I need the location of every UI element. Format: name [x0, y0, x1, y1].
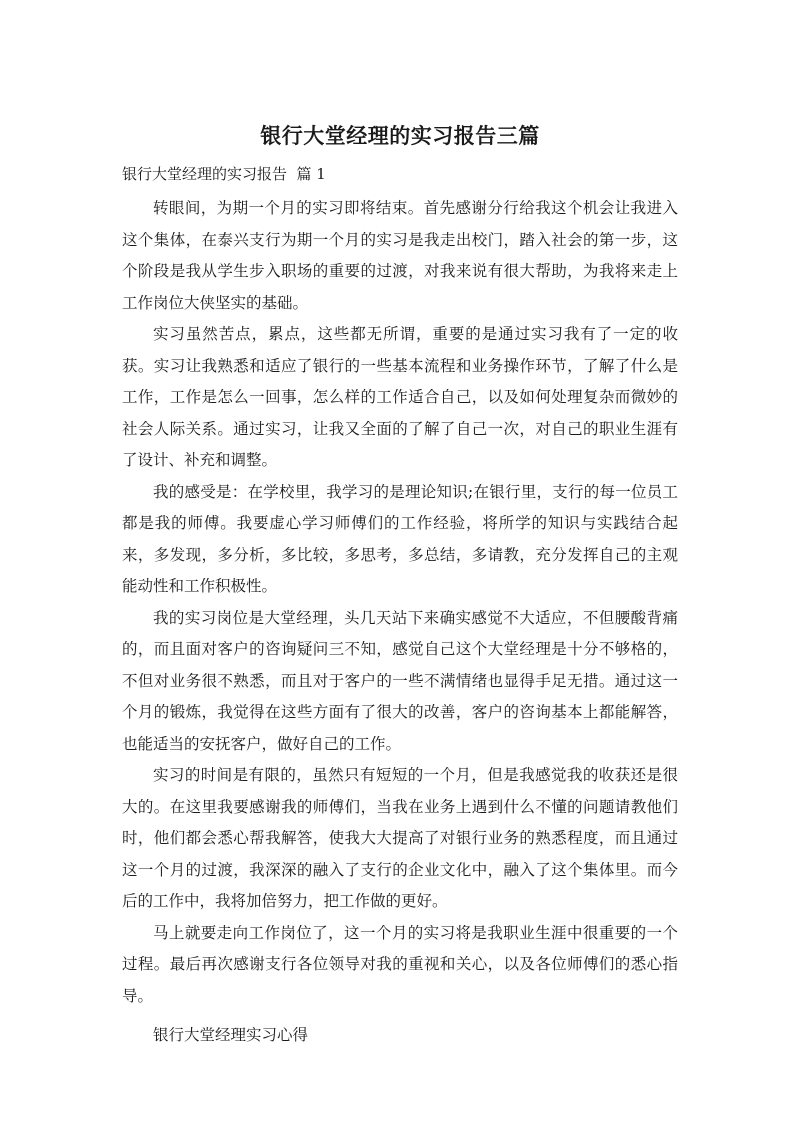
paragraph-5: 实习的时间是有限的，虽然只有短短的一个月，但是我感觉我的收获还是很大的。在这里我要感谢我的师傅们，当我在业务上遇到什么不懂的问题请教他们时，他们都会悉心帮我解答，使我大大提高了对银行业务的熟悉程度，而且通过这一个月的过渡，我深深的融入了支行的企业文化中，融入了这个集体里。而今后的工作中，我将加倍努力，把工作做的更好。 [122, 766, 678, 910]
paragraph-3: 我的感受是：在学校里，我学习的是理论知识;在银行里，支行的每一位员工都是我的师傅。我要虚心学习师傅们的工作经验，将所学的知识与实践结合起来，多发现，多分析，多比较，多思考，多总结，多请教，充分发挥自己的主观能动性和工作积极性。 [122, 482, 678, 595]
document-subtitle: 银行大堂经理的实习报告 篇 1 [122, 165, 326, 183]
section-heading: 银行大堂经理实习心得 [153, 1026, 309, 1044]
paragraph-2: 实习虽然苦点，累点，这些都无所谓，重要的是通过实习我有了一定的收获。实习让我熟悉和适应了银行的一些基本流程和业务操作环节，了解了什么是工作，工作是怎么一回事，怎么样的工作适合自己，以及如何处理复杂而微妙的社会人际关系。通过实习，让我又全面的了解了自己一次，对自己的职业生涯有了设计、补充和调整。 [122, 325, 678, 469]
paragraph-1: 转眼间，为期一个月的实习即将结束。首先感谢分行给我这个机会让我进入这个集体，在泰兴支行为期一个月的实习是我走出校门，踏入社会的第一步，这个阶段是我从学生步入职场的重要的过渡，对我来说有很大帮助，为我将来走上工作岗位大侠坚实的基础。 [122, 199, 678, 312]
paragraph-6: 马上就要走向工作岗位了，这一个月的实习将是我职业生涯中很重要的一个过程。最后再次感谢支行各位领导对我的重视和关心，以及各位师傅们的悉心指导。 [122, 923, 678, 1005]
document-title: 银行大堂经理的实习报告三篇 [260, 124, 540, 148]
document-body [122, 193, 678, 1052]
paragraph-4: 我的实习岗位是大堂经理，头几天站下来确实感觉不大适应，不但腰酸背痛的，而且面对客户的咨询疑问三不知，感觉自己这个大堂经理是十分不够格的，不但对业务很不熟悉，而且对于客户的一些不满情绪也显得手足无措。通过这一个月的锻炼，我觉得在这些方面有了很大的改善，客户的咨询基本上都能解答，也能适当的安抚客户，做好自己的工作。 [122, 608, 678, 753]
